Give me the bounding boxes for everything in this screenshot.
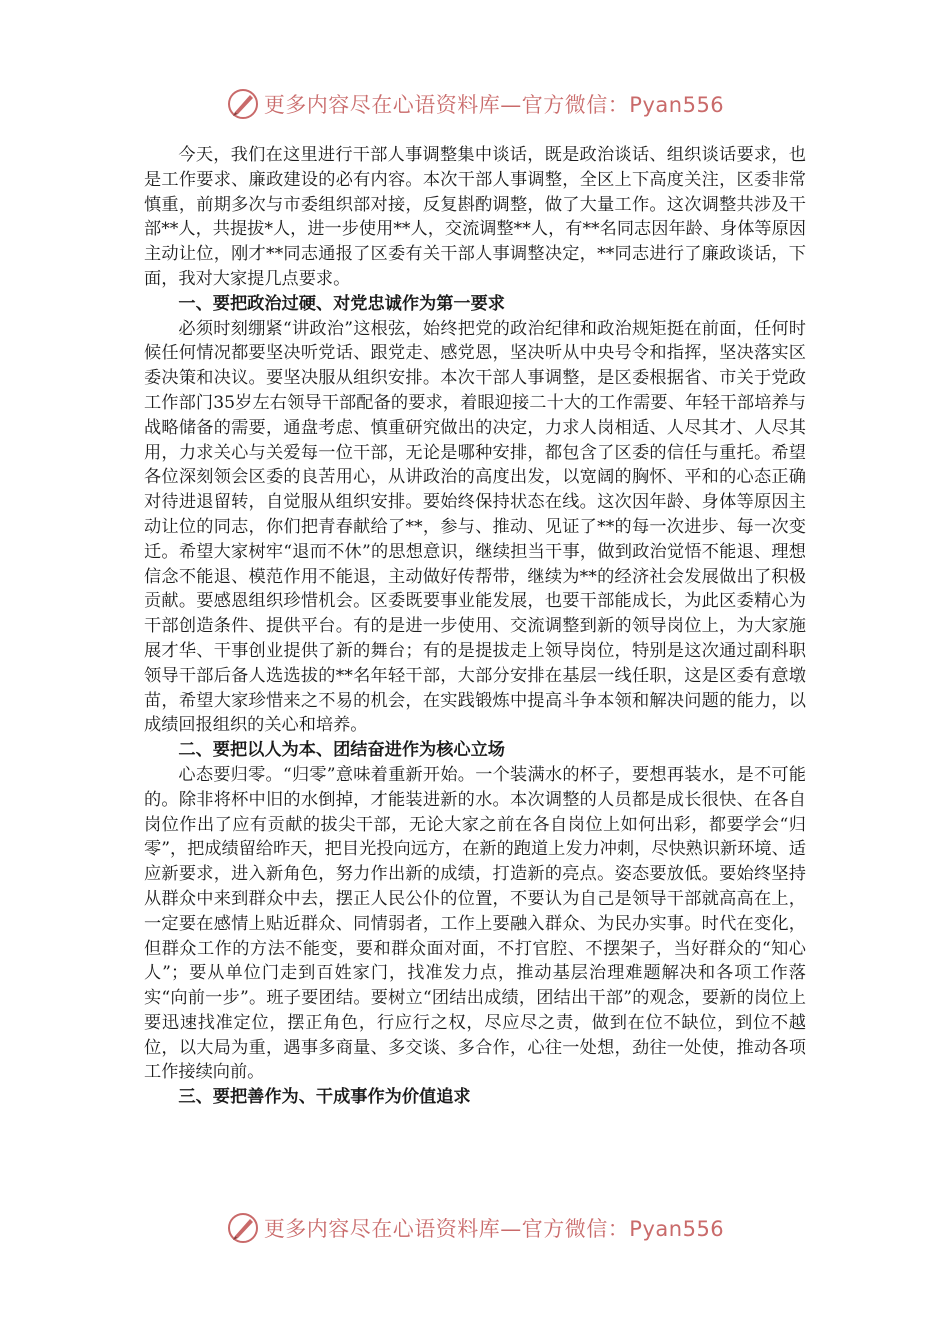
pen-logo-icon: [226, 1211, 260, 1245]
section-heading-3: 三、要把善作为、干成事作为价值追求: [178, 1087, 471, 1108]
section-heading-1: 一、要把政治过硬、对党忠诚作为第一要求: [178, 293, 505, 314]
section-heading-2: 二、要把以人为本、团结奋进作为核心立场: [178, 740, 505, 761]
document-body: [144, 143, 806, 1110]
watermark-banner-top: [0, 84, 950, 124]
pen-logo-icon: [226, 87, 260, 121]
section-1-paragraph: 必须时刻绷紧“讲政治”这根弦，始终把党的政治纪律和政治规矩挺在前面，任何时候任何情况都要坚决听党话、跟党走、感党恩，坚决听从中央号令和指挥，坚决落实区委决策和决议。要坚决服从组织安排。本次干部人事调整，是区委根据省、市关于党政工作部门35岁左右领导干部配备的要求，着眼迎接二十大的工作需要、年轻干部培养与战略储备的需要，通盘考虑、慎重研究做出的决定，力求人岗相适、人尽其才、人尽其用，力求关心与关爱每一位干部，无论是哪种安排，都包含了区委的信任与重托。希望各位深刻领会区委的良苦用心，从讲政治的高度出发，以宽阔的胸怀、平和的心态正确对待进退留转，自觉服从组织安排。要始终保持状态在线。这次因年龄、身体等原因主动让位的同志，你们把青春献给了**，参与、推动、见证了**的每一次进步、每一次变迁。希望大家树牢“退而不休”的思想意识，继续担当干事，做到政治觉悟不能退、理想信念不能退、模范作用不能退，主动做好传帮带，继续为**的经济社会发展做出了积极贡献。要感恩组织珍惜机会。区委既要事业能发展，也要干部能成长，为此区委精心为干部创造条件、提供平台。有的是进一步使用、交流调整到新的领导岗位上，为大家施展才华、干事创业提供了新的舞台；有的是提拔走上领导岗位，特别是这次通过副科职领导干部后备人选选拔的**名年轻干部，大部分安排在基层一线任职，这是区委有意墩苗，希望大家珍惜来之不易的机会，在实践锻炼中提高斗争本领和解决问题的能力，以成绩回报组织的关心和培养。: [144, 318, 806, 736]
watermark-banner-bottom: [0, 1208, 950, 1248]
intro-paragraph: 今天，我们在这里进行干部人事调整集中谈话，既是政治谈话、组织谈话要求，也是工作要求、廉政建设的必有内容。本次干部人事调整，全区上下高度关注，区委非常慎重，前期多次与市委组织部对接，反复斟酌调整，做了大量工作。这次调整共涉及干部**人，共提拔*人，进一步使用**人，交流调整**人，有**名同志因年龄、身体等原因主动让位，刚才**同志通报了区委有关干部人事调整决定，**同志进行了廉政谈话，下面，我对大家提几点要求。: [144, 145, 806, 289]
watermark-text: 更多内容尽在心语资料库—官方微信：Pyan556: [263, 93, 725, 117]
section-2-paragraph: 心态要归零。“归零”意味着重新开始。一个装满水的杯子，要想再装水，是不可能的。除非将杯中旧的水倒掉，才能装进新的水。本次调整的人员都是成长很快、在各自岗位作出了应有贡献的拔尖干部，无论大家之前在各自岗位上如何出彩，都要学会“归零”，把成绩留给昨天，把目光投向远方，在新的跑道上发力冲刺，尽快熟识新环境、适应新要求，进入新角色，努力作出新的成绩，打造新的亮点。姿态要放低。要始终坚持从群众中来到群众中去，摆正人民公仆的位置，不要认为自己是领导干部就高高在上，一定要在感情上贴近群众、同情弱者，工作上要融入群众、为民办实事。时代在变化，但群众工作的方法不能变，要和群众面对面，不打官腔、不摆架子，当好群众的“知心人”；要从单位门走到百姓家门，找准发力点，推动基层治理难题解决和各项工作落实“向前一步”。班子要团结。要树立“团结出成绩，团结出干部”的观念，要新的岗位上要迅速找准定位，摆正角色，行应行之权，尽应尽之责，做到在位不缺位，到位不越位，以大局为重，遇事多商量、多交谈、多合作，心往一处想，劲往一处使，推动各项工作接续向前。: [144, 764, 806, 1083]
watermark-text: 更多内容尽在心语资料库—官方微信：Pyan556: [263, 1217, 725, 1241]
